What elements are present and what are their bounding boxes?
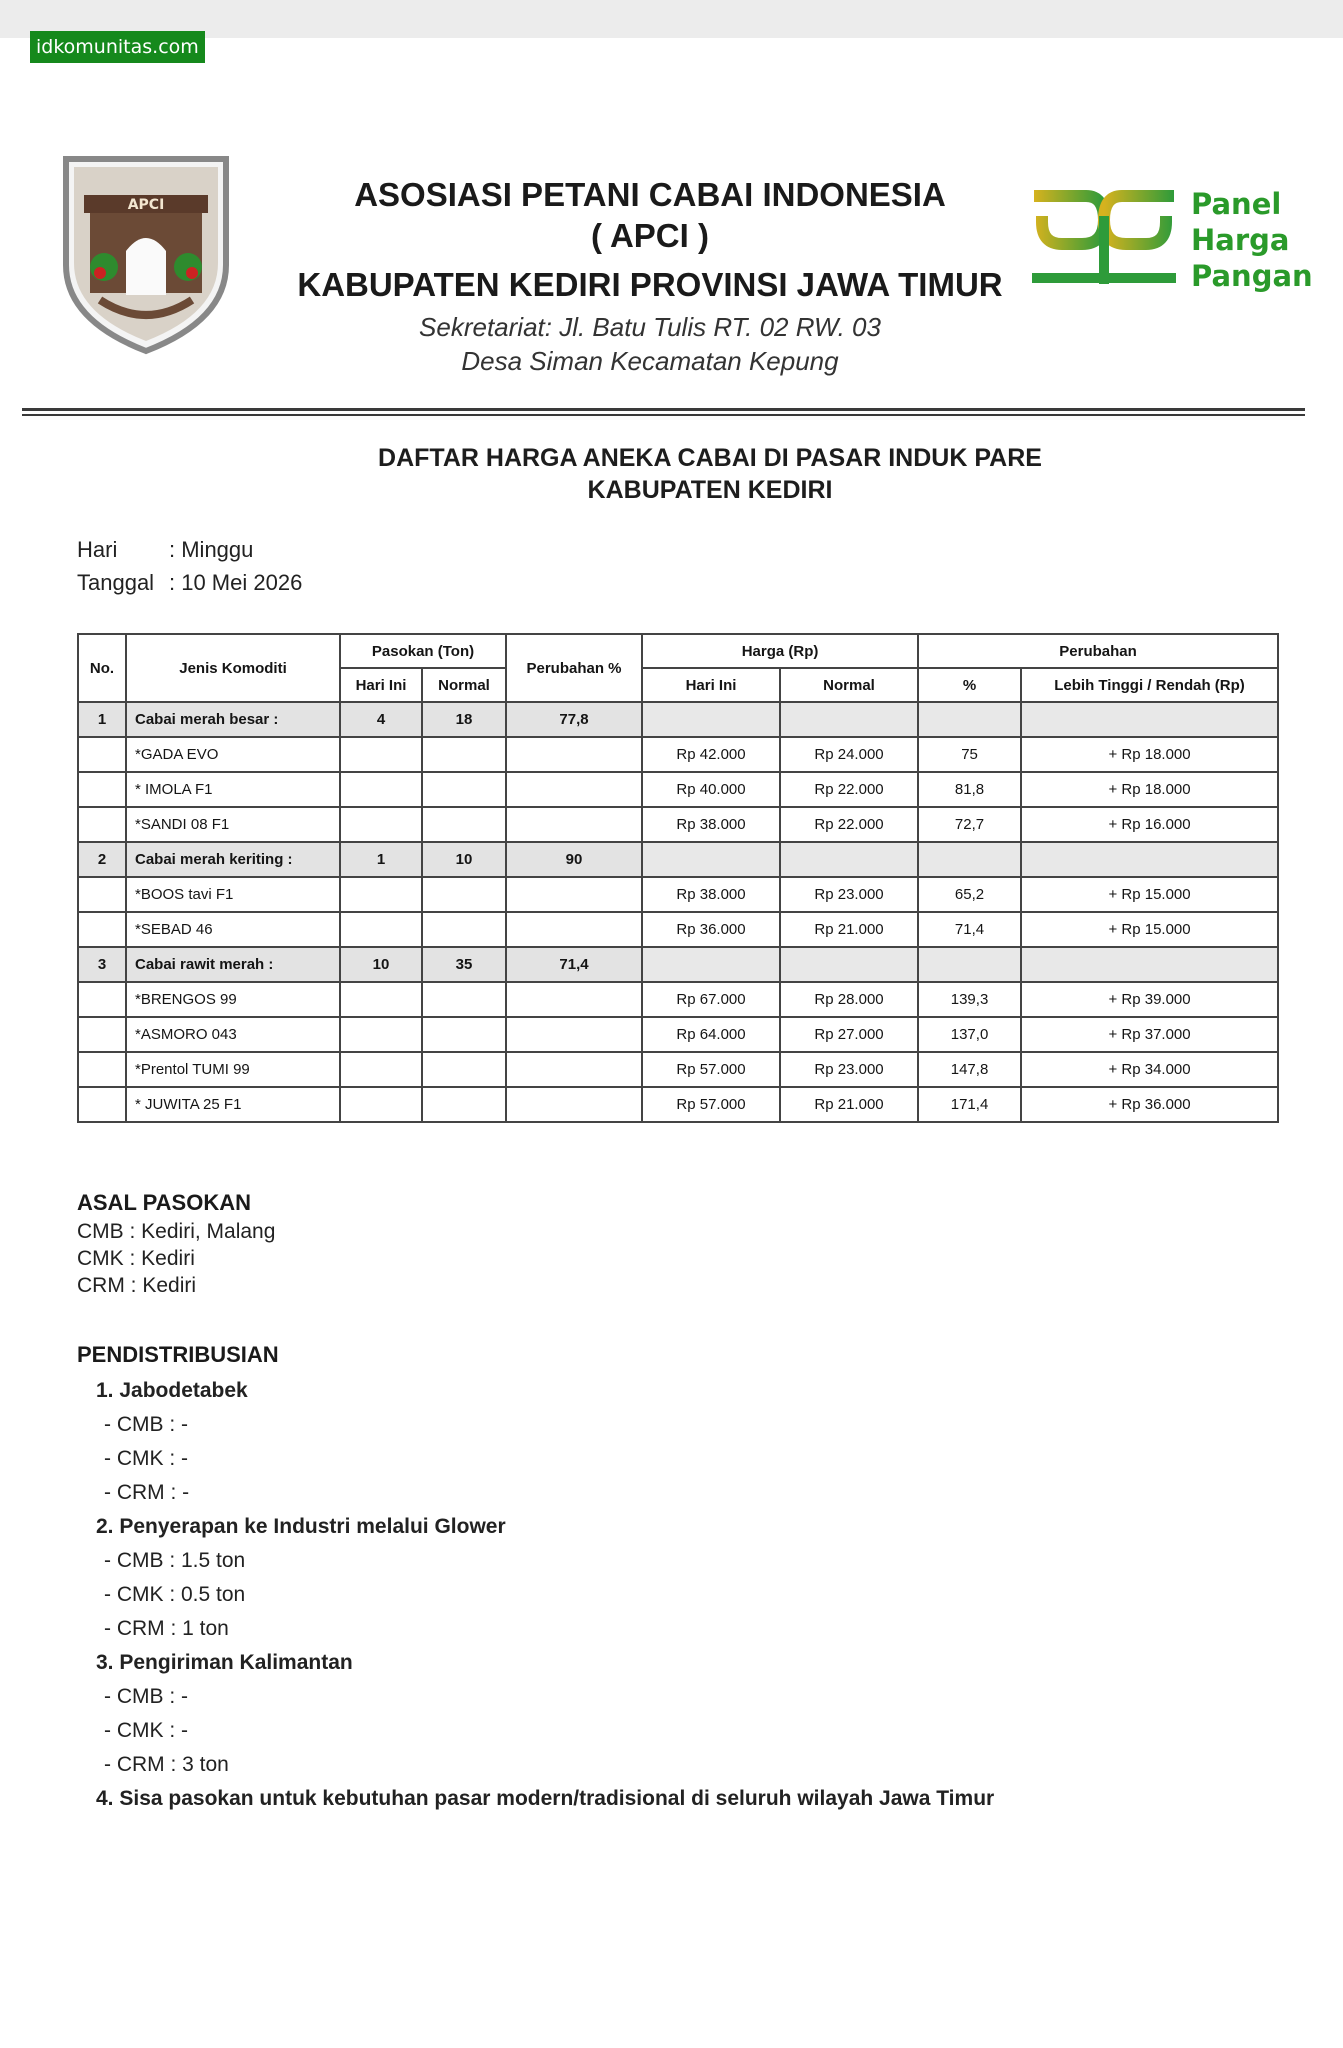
col-header-price: Harga (Rp) — [642, 634, 918, 668]
crest-label: APCI — [127, 197, 165, 213]
distribution-item: - CRM : 3 ton — [104, 1753, 229, 1776]
distribution-item: - CRM : 1 ton — [104, 1617, 229, 1640]
category-row — [78, 947, 1278, 982]
category-row — [78, 702, 1278, 737]
variety-name: *SANDI 08 F1 — [126, 807, 340, 842]
distribution-group-title: 4. Sisa pasokan untuk kebutuhan pasar modern/tradisional di seluruh wilayah Jawa Timur — [96, 1787, 995, 1810]
price-today: Rp 36.000 — [642, 912, 780, 947]
price-today: Rp 64.000 — [642, 1017, 780, 1052]
table-row — [78, 1087, 1278, 1122]
org-region: KABUPATEN KEDIRI PROVINSI JAWA TIMUR — [297, 266, 1003, 303]
table-row — [78, 1052, 1278, 1087]
col-header-commodity: Jenis Komoditi — [126, 634, 340, 702]
price-today: Rp 57.000 — [642, 1052, 780, 1087]
price-today: Rp 42.000 — [642, 737, 780, 772]
day-row — [77, 537, 253, 563]
watermark-badge: idkomunitas.com — [30, 31, 205, 63]
col-header-change: Perubahan — [918, 634, 1278, 668]
distribution-item: - CMB : - — [104, 1413, 188, 1436]
supply-today: 10 — [340, 947, 422, 982]
price-change-diff: + Rp 16.000 — [1021, 807, 1278, 842]
supply-normal: 35 — [422, 947, 506, 982]
supply-normal: 10 — [422, 842, 506, 877]
asal-line: CMB : Kediri, Malang — [77, 1220, 276, 1243]
price-normal: Rp 23.000 — [780, 1052, 918, 1087]
address-line-2: Desa Siman Kecamatan Kepung — [461, 346, 839, 376]
date-label: Tanggal — [77, 570, 155, 595]
address-line-1: Sekretariat: Jl. Batu Tulis RT. 02 RW. 03 — [419, 312, 881, 342]
price-change-diff: + Rp 37.000 — [1021, 1017, 1278, 1052]
org-abbr: ( APCI ) — [591, 217, 709, 254]
variety-name: *ASMORO 043 — [126, 1017, 340, 1052]
col-header-supply-today: Hari Ini — [340, 668, 422, 702]
logo-line-3: Pangan — [1191, 259, 1313, 293]
price-normal: Rp 23.000 — [780, 877, 918, 912]
category-no: 3 — [78, 947, 126, 982]
price-change-diff: + Rp 36.000 — [1021, 1087, 1278, 1122]
table-row — [78, 877, 1278, 912]
supply-today: 4 — [340, 702, 422, 737]
supply-normal: 18 — [422, 702, 506, 737]
asal-line: CMK : Kediri — [77, 1247, 195, 1270]
sprout-icon — [1028, 186, 1180, 296]
price-change-diff: + Rp 18.000 — [1021, 772, 1278, 807]
distribution-group-title: 3. Pengiriman Kalimantan — [96, 1651, 353, 1674]
category-name: Cabai rawit merah : — [126, 947, 340, 982]
distribution-item: - CMK : - — [104, 1719, 188, 1742]
header-divider-thin — [22, 414, 1305, 416]
category-row — [78, 842, 1278, 877]
category-name: Cabai merah keriting : — [126, 842, 340, 877]
price-change-pct: 71,4 — [918, 912, 1021, 947]
col-header-change-diff: Lebih Tinggi / Rendah (Rp) — [1021, 668, 1278, 702]
price-normal: Rp 27.000 — [780, 1017, 918, 1052]
price-change-diff: + Rp 15.000 — [1021, 912, 1278, 947]
table-row — [78, 807, 1278, 842]
variety-name: * IMOLA F1 — [126, 772, 340, 807]
distribution-item: - CMK : - — [104, 1447, 188, 1470]
variety-name: *GADA EVO — [126, 737, 340, 772]
table-row — [78, 737, 1278, 772]
variety-name: *SEBAD 46 — [126, 912, 340, 947]
price-normal: Rp 22.000 — [780, 807, 918, 842]
price-change-pct: 137,0 — [918, 1017, 1021, 1052]
asal-pasokan-heading: ASAL PASOKAN — [77, 1190, 251, 1215]
price-today: Rp 38.000 — [642, 807, 780, 842]
document-subtitle: KABUPATEN KEDIRI — [587, 476, 833, 504]
pendistribusian-heading: PENDISTRIBUSIAN — [77, 1342, 279, 1367]
category-no: 2 — [78, 842, 126, 877]
panel-harga-pangan-logo — [1191, 186, 1341, 294]
logo-line-2: Harga — [1191, 223, 1290, 257]
variety-name: *Prentol TUMI 99 — [126, 1052, 340, 1087]
distribution-item: - CMB : 1.5 ton — [104, 1549, 246, 1572]
price-table — [77, 633, 1279, 1123]
variety-name: * JUWITA 25 F1 — [126, 1087, 340, 1122]
apci-crest-icon — [60, 155, 232, 355]
price-change-diff: + Rp 39.000 — [1021, 982, 1278, 1017]
org-name: ASOSIASI PETANI CABAI INDONESIA — [354, 176, 946, 213]
price-today: Rp 40.000 — [642, 772, 780, 807]
date-row — [77, 570, 302, 596]
distribution-item: - CMK : 0.5 ton — [104, 1583, 246, 1606]
variety-name: *BOOS tavi F1 — [126, 877, 340, 912]
col-header-price-today: Hari Ini — [642, 668, 780, 702]
col-header-change-pct: Perubahan % — [506, 634, 642, 702]
col-header-supply: Pasokan (Ton) — [340, 634, 506, 668]
price-normal: Rp 21.000 — [780, 1087, 918, 1122]
col-header-change-percent: % — [918, 668, 1021, 702]
supply-change-pct: 71,4 — [506, 947, 642, 982]
document-title: DAFTAR HARGA ANEKA CABAI DI PASAR INDUK PARE — [378, 444, 1042, 472]
asal-pasokan-list — [77, 1218, 275, 1299]
distribution-item: - CRM : - — [104, 1481, 190, 1504]
date-value: : 10 Mei 2026 — [169, 570, 303, 595]
day-label: Hari — [77, 537, 118, 562]
distribution-item: - CMB : - — [104, 1685, 188, 1708]
distribution-group-title: 2. Penyerapan ke Industri melalui Glower — [96, 1515, 506, 1538]
price-change-pct: 65,2 — [918, 877, 1021, 912]
price-change-diff: + Rp 34.000 — [1021, 1052, 1278, 1087]
col-header-price-normal: Normal — [780, 668, 918, 702]
price-change-diff: + Rp 15.000 — [1021, 877, 1278, 912]
category-no: 1 — [78, 702, 126, 737]
price-normal: Rp 28.000 — [780, 982, 918, 1017]
price-change-diff: + Rp 18.000 — [1021, 737, 1278, 772]
price-change-pct: 171,4 — [918, 1087, 1021, 1122]
price-change-pct: 139,3 — [918, 982, 1021, 1017]
price-normal: Rp 21.000 — [780, 912, 918, 947]
logo-line-1: Panel — [1191, 187, 1282, 221]
variety-name: *BRENGOS 99 — [126, 982, 340, 1017]
table-row — [78, 1017, 1278, 1052]
day-value: : Minggu — [169, 537, 254, 562]
supply-change-pct: 90 — [506, 842, 642, 877]
header-divider — [22, 408, 1305, 411]
price-change-pct: 81,8 — [918, 772, 1021, 807]
price-today: Rp 57.000 — [642, 1087, 780, 1122]
price-today: Rp 67.000 — [642, 982, 780, 1017]
price-normal: Rp 24.000 — [780, 737, 918, 772]
price-normal: Rp 22.000 — [780, 772, 918, 807]
col-header-no: No. — [78, 634, 126, 702]
table-row — [78, 912, 1278, 947]
pendistribusian-list — [96, 1374, 994, 1816]
table-row — [78, 982, 1278, 1017]
table-row — [78, 772, 1278, 807]
distribution-group-title: 1. Jabodetabek — [96, 1379, 248, 1402]
col-header-supply-normal: Normal — [422, 668, 506, 702]
price-today: Rp 38.000 — [642, 877, 780, 912]
price-change-pct: 72,7 — [918, 807, 1021, 842]
category-name: Cabai merah besar : — [126, 702, 340, 737]
supply-change-pct: 77,8 — [506, 702, 642, 737]
asal-line: CRM : Kediri — [77, 1274, 197, 1297]
price-change-pct: 75 — [918, 737, 1021, 772]
price-change-pct: 147,8 — [918, 1052, 1021, 1087]
supply-today: 1 — [340, 842, 422, 877]
